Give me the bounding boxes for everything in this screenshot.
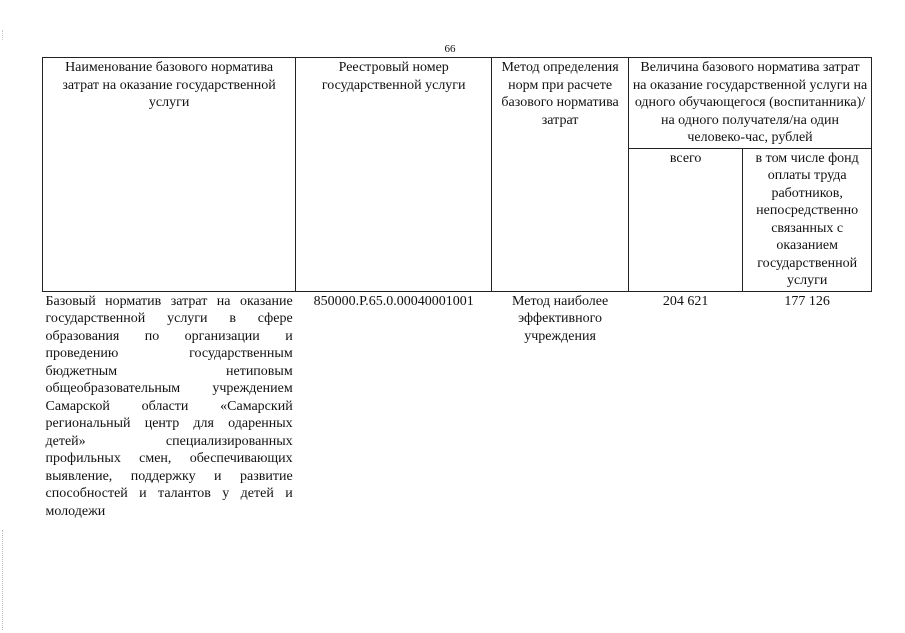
header-wage-fund: в том числе фонд оплаты труда работников, непосредственно связанных с оказанием государственной услуги (743, 148, 872, 291)
cost-norm-table (42, 57, 872, 521)
row-registry-number: 850000.Р.65.0.00040001001 (313, 293, 474, 309)
row-total: 204 621 (662, 293, 709, 309)
scan-edge-mark (2, 30, 9, 40)
header-method: Метод определения норм при расчете базового норматива затрат (492, 58, 629, 292)
row-wage-fund: 177 126 (784, 293, 830, 309)
row-method: Метод наиболее эффективного учреждения (512, 293, 609, 344)
row-name: Базовый норматив затрат на оказание государственной услуги в сфере образования по организации и проведению государственным бюджетным нетиповым общеобразовательным учреждением Самарской области «Самарский региональный центр для одаренных детей» специализированных профильных смен, обеспечивающих выявление, поддержку и развитие способностей и талантов у детей и молодежи (45, 293, 293, 519)
header-registry-number: Реестровый номер государственной услуги (296, 58, 492, 292)
table-header-row (43, 58, 872, 149)
scan-edge-mark (2, 530, 11, 630)
header-total: всего (629, 148, 743, 291)
header-name: Наименование базового норматива затрат на оказание государственной услуги (43, 58, 296, 292)
table-row (43, 291, 872, 521)
page-number: 66 (444, 43, 456, 55)
header-amount-group: Величина базового норматива затрат на оказание государственной услуги на одного обучающегося (воспитанника)/на одного получателя/на один человеко-час, рублей (629, 58, 872, 149)
